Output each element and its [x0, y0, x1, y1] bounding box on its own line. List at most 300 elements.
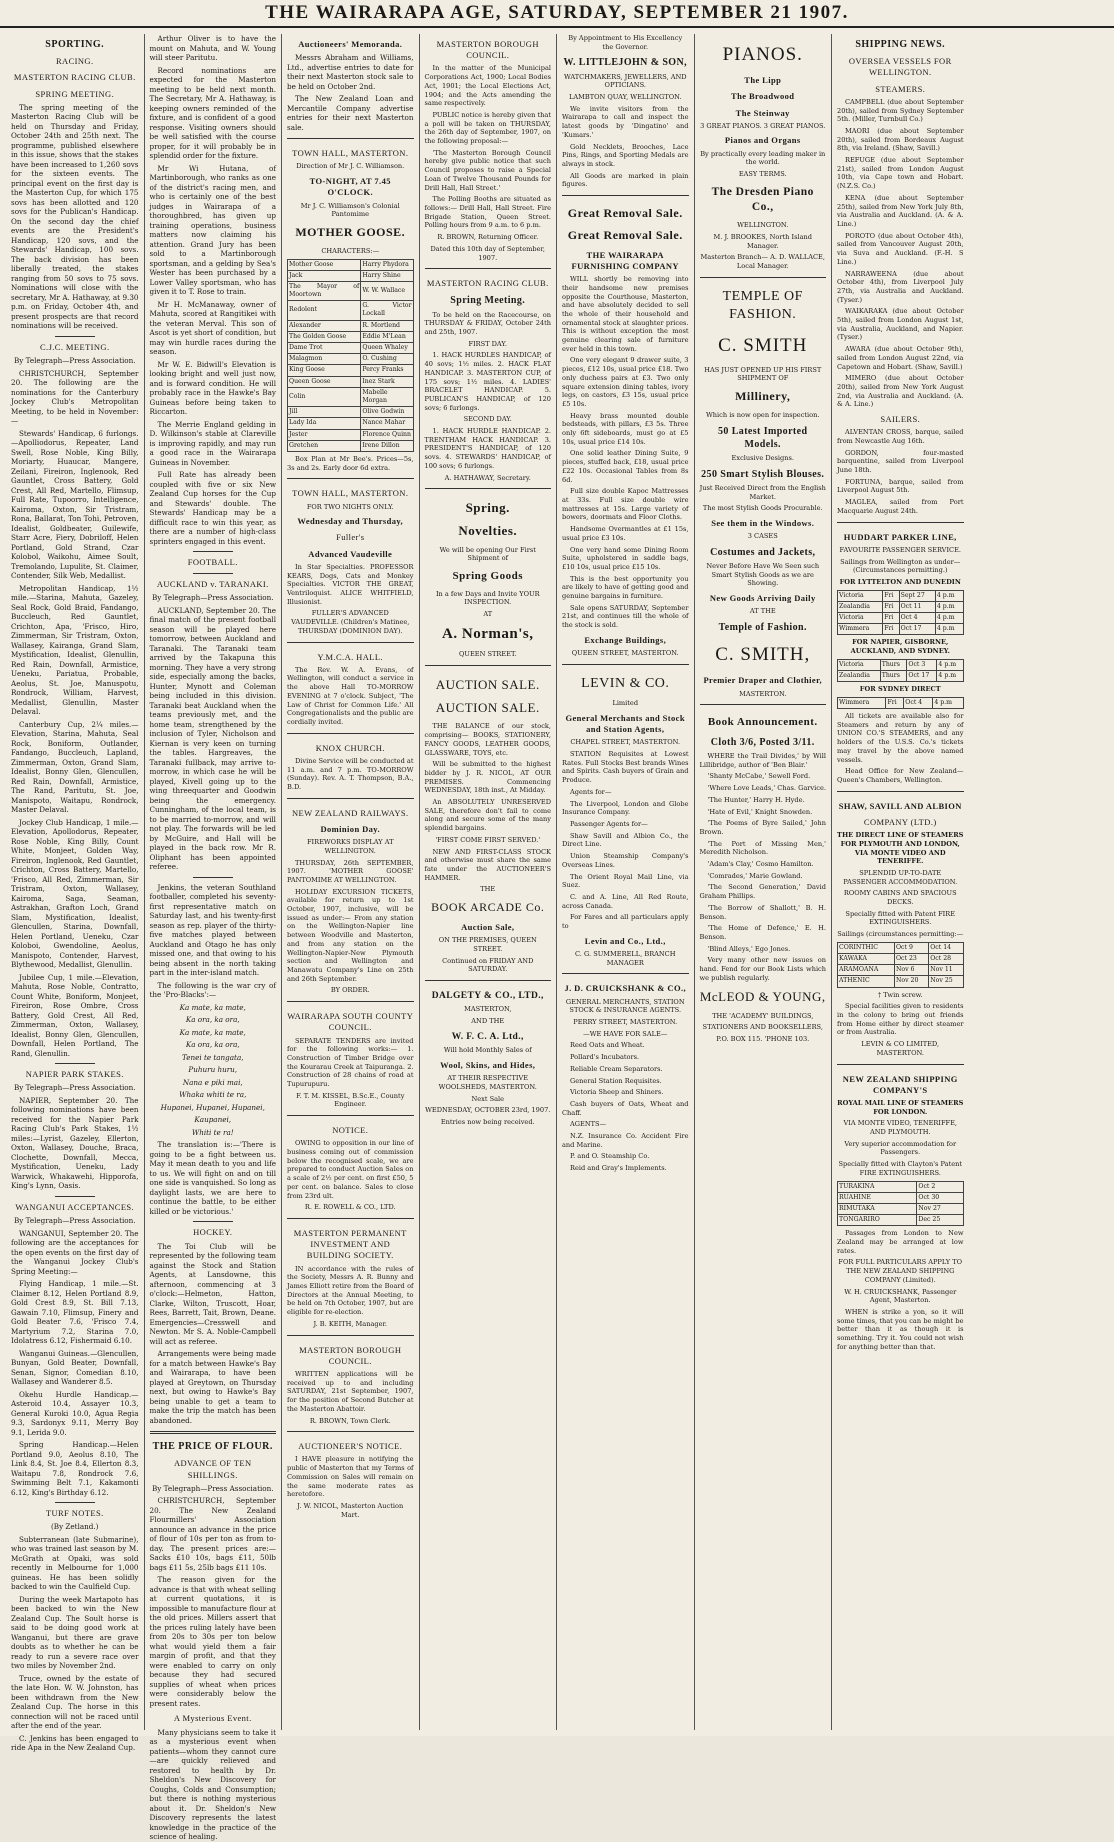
ad-line: R. BROWN, Town Clerk. [309, 1416, 391, 1425]
cast-row [288, 281, 414, 300]
ad-display: AUCTION SALE. [435, 700, 540, 716]
ad-heading: Costumes and Jackets, [710, 546, 816, 558]
ad-line: MASTERTON. [739, 689, 787, 698]
ad-line: We invite visitors from the Wairarapa to call and inspect the latest goods by 'Dingatino' and 'Kumars.' [562, 104, 689, 139]
schedule-row [838, 1181, 964, 1192]
advert-nz-shipping [837, 1064, 964, 1352]
flour-heading: THE PRICE OF FLOUR. [152, 1441, 273, 1453]
ad-line: Never Before Have We Seen such Smart Stylish Goods as we are Showing. [706, 562, 820, 588]
table-cell: R. Mortlend [361, 320, 413, 331]
ad-line: Head Office for New Zealand—Queen's Chambers, Wellington. [837, 767, 964, 784]
article-paragraph: Flying Handicap, 1 mile.—St. Claimer 8.12, Helen Portland 8.9, Gold Crest 8.9, St. Bill 7.13, Gawain 7.10, Flimsup, Finery and Gold Beater 7.6, 'Frisco 7.4, Martyrium 7.2, Starina 7.0, Idolatress 6.12, Fishermaid 6.10. [11, 1279, 139, 1345]
article-paragraph: Jockey Club Handicap, 1 mile.—Elevation, Apollodorus, Repeater, Rose Noble, King Billy, Count White, Monjeet, Golden Way, Fireiron, Inglenook, Red Gauntlet, Crichton, Cross Battery, Martello, 'Frisco, All Red, Zimmerman, Sir Tristram, Oxton, Wallasey, Kairoma, Saga, Seaman, Astrakhan, Grafton Loch, Grand Slam, Mystification, Idealist, Glencullen, Starina, Downfall, Helen Portland, Ueneku, Czar Koloboi, Gwendoline, Aeolus, Manispoto, Contender, Harvest, Blythewood, Medallist, Glenullin. [11, 817, 139, 970]
ad-line: SEPARATE TENDERS are invited for the following works:— 1. Construction of Timber Bridge over the Kourarau Creek at Taipuranga. 2. Construction of 28 chains of road at Tupurupuru. [287, 1036, 414, 1089]
table-cell: Florence Quinn [361, 429, 413, 440]
ad-line: 1. HACK HURDLE HANDICAP. 2. TRENTHAM HACK HANDICAP. 3. PRESIDENT'S HANDICAP, of 120 sovs. 4. STEWARDS' HANDICAP, of 100 sovs; 6 furlongs. [424, 427, 551, 470]
schedule-body [838, 659, 964, 681]
schedule-body [838, 942, 964, 987]
ad-line: C. G. SUMMERELL, BRANCH MANAGER [575, 949, 676, 967]
table-cell: Victoria [838, 590, 883, 601]
list-item: AWARA (due about October 9th), sailed from London August 22nd, via Capetown and Hobart. (Shaw, Savill.) [837, 345, 964, 371]
turf-heading: TURF NOTES. [45, 1508, 104, 1518]
ad-line: The Rev. W. A. Evans, of Wellington, will conduct a service in the above Hall TO-MORROW EVENING at 7 o'clock. Subject, 'The Law of Christ for Common Life.' All Congregationalists and the public are cordially invited. [287, 665, 414, 726]
advert-knox [287, 733, 414, 792]
article-paragraph: The spring meeting of the Masterton Racing Club will be held on Thursday and Friday, October 24th and 25th next. The programme, published elsewhere in this issue, shows that the stakes have been increased to 1,260 sovs for the sixteen events. The principal event on the first day is the Masterton Cup, for which 175 sovs has been allotted and 120 sovs for the Publican's Handicap. On the second day the chief events are the President's Handicap, 120 sovs, and the Stewards' Handicap, 100 sovs. The back division has been liberally treated, the stakes ranging from 50 sovs to 75 sovs. Nominations will close with the secretary, Mr A. Hathaway, at 9.30 p.m. on Friday, October 4th, and present prospects are that record nominations will be received. [11, 102, 139, 331]
ad-line: One solid leather Dining Suite, 9 pieces, stuffed back, £18, usual price £22 10s. Occasional Tables from 8s 6d. [562, 449, 689, 484]
cast-row [288, 407, 414, 418]
advert-books [700, 704, 827, 1043]
table-cell: G. Victor Lockall [361, 301, 413, 320]
ad-line: FAVOURITE PASSENGER SERVICE. [839, 545, 962, 554]
ad-line: W. H. CRUICKSHANK, Passenger Agent, Masterton. [844, 1287, 957, 1305]
list-item: MAGLEA, sailed from Port Macquarie August 24th. [837, 498, 964, 515]
byline: By Telegraph—Press Association. [13, 1083, 136, 1093]
ad-line: BY ORDER. [330, 986, 370, 995]
table-cell: 4 p.m [935, 613, 963, 624]
table-cell: 4 p.m [935, 590, 963, 601]
ad-line: Exclusive Designs. [731, 453, 794, 462]
column-merchants [556, 34, 694, 1730]
schedule-row [838, 613, 964, 624]
list-item: 'The Hunter,' Harry H. Hyde. [707, 795, 805, 804]
table-cell: Oct 9 [894, 942, 928, 953]
ad-display: Spring. [465, 500, 510, 516]
ad-heading: Spring Meeting. [450, 295, 526, 307]
article-paragraph: Stewards' Handicap, 6 furlongs.—Apolliodorus, Repeater, Land Swell, Rose Noble, King Billy, Moriarty, Huaucar, Mangere, Zeilani, Fireiron, Inglenook, Red Gauntlet, Cross Battery, Gold Crest, All Red, Martello, Flimsup, Full Rate, Tupoorro, Intelligence, Kairoma, Oxton, Sir Tristram, Rona, Ballarat, Ton Tohi, Petroven, Idealist, Goldbeater, Guilewife, Starr Acre, Fiery, Dobriloff, Helen Portland, Gold Strand, Czar Kolobol, Waikohu, Aimee Soult, Tremolando, Lupulite, St. Claimer, Contender, Silk Web, Medallist. [11, 428, 139, 581]
table-cell: The Mayor of Moortown [288, 281, 361, 300]
table-cell: Jack [288, 270, 361, 281]
chant-line: Tenei te tangata, [181, 1052, 244, 1062]
ad-line: HAS JUST OPENED UP HIS FIRST SHIPMENT OF [704, 365, 822, 383]
ad-heading: TOWN HALL, MASTERTON. [292, 488, 409, 499]
ad-heading: KNOX CHURCH. [315, 742, 385, 753]
cast-row [288, 331, 414, 342]
ad-line: In Star Specialties. PROFESSOR KEARS, Dogs, Cats and Monkey Specialties. VICTOR THE GREAT, Ventriloquist. ALICE WHITFIELD, Illusionist. [287, 562, 414, 606]
list-item: The Orient Royal Mail Line, via Suez. [562, 872, 689, 890]
table-cell: Dame Trot [288, 343, 361, 354]
ad-heading: WAIRARAPA SOUTH COUNTY COUNCIL. [287, 1011, 414, 1033]
advance-heading: ADVANCE OF TEN SHILLINGS. [173, 1458, 252, 1480]
column-sporting [6, 34, 144, 1753]
list-item: 'The Second Generation,' David Graham Phillips. [699, 883, 826, 901]
ad-heading: MASTERTON BOROUGH COUNCIL. [299, 1344, 402, 1366]
ad-heading: Exchange Buildings, [584, 634, 667, 645]
advert-norman [425, 488, 552, 659]
table-cell: Dec 25 [917, 1215, 963, 1226]
list-item: Reliable Cream Separators. [570, 1064, 663, 1073]
ad-line: M. J. BROOKES, North Island Manager. [713, 232, 812, 250]
table-cell: Harry Phydora [361, 259, 413, 270]
ad-line: WELLINGTON. [737, 221, 789, 230]
ad-heading: NOTICE. [332, 1125, 369, 1136]
article-paragraph: During the week Martapoto has been backed to win the New Zealand Cup. The Soult horse is said to be doing good work at Wanganui, but there are grave doubts as to whether he can be ready to run a severe race over two miles by November 2nd. [11, 1594, 139, 1671]
cast-row [288, 343, 414, 354]
table-cell: Harry Shine [361, 270, 413, 281]
ad-line: Just Received Direct from the English Market. [699, 483, 826, 501]
ad-heading: See them in the Windows. [711, 517, 815, 528]
ad-line: NEW AND FIRST-CLASS STOCK and otherwise must share the same fate under the AUCTIONEER'S HAMMER. [424, 847, 551, 882]
ad-line: R. E. ROWELL & CO., LTD. [304, 1203, 396, 1212]
article-paragraph: AUCKLAND, September 20. The final match of the present football season will be played here tomorrow, between Auckland and Taranaki. The Taranaki team arrived by the Takapuna this morning. They have a very strong side, especially among the backs, Hunter, Mynott and Coleman being included in this division. Taranaki beat Auckland when the teams previously met, and the home team, strengthened by the inclusion of Tyler, Nicholson and Kiernan is very keen on turning the tables. Hargreaves, the Taranaki fullback, may arrive to-morrow, in which case he will be played, Kivell going up to the wing threequarter and Goodwin being the emergency. Cunningham, of the local team, is to be married to-morrow, and will not play. The forwards will be led by McGuire, and Hall will be played in the back row. Mr R. Oliphant has been appointed referee. [149, 605, 276, 872]
list-item: 'Hate of Evil,' Knight Snowden. [707, 807, 813, 816]
ad-line: PUBLIC notice is hereby given that a poll will be taken on THURSDAY, the 26th day of September, 1907, on the following proposal:— [424, 110, 551, 146]
table-cell: Victoria [838, 613, 883, 624]
article-paragraph: CHRISTCHURCH, September 20. The following are the nominations for the Canterbury Jockey Club's Metropolitan Meeting, to be held in November:— [11, 368, 139, 426]
schedule-row [838, 624, 964, 635]
ad-line: † Twin screw. [877, 990, 923, 999]
list-item: Victoria Sheep and Shiners. [570, 1088, 664, 1097]
article-paragraph: Subterranean (late Submarine), who was trained last season by M. McGrath at Opaki, was sold recently in Melbourne for 1,000 guineas. He has been solidly backed to win the Caulfield Cup. [11, 1534, 139, 1592]
list-item: Reed Oats and Wheat. [570, 1041, 645, 1050]
ad-line: FIREWORKS DISPLAY AT WELLINGTON. [306, 838, 394, 855]
article-paragraph: Mr H. McManaway, owner of Mahuta, scored at Rangitikei with the veteran Merval. This son of Ascot is yet short of condition, but may win hurdle races during the season. [149, 299, 276, 356]
ad-line: AGENTS— [570, 1120, 607, 1129]
list-item: MAORI (due about September 20th), sailed from Bordeaux August 8th, via Ireland. (Shaw, Savill.) [837, 126, 964, 153]
schedule-body [838, 1181, 964, 1226]
auctioneers-heading: Auctioneers' Memoranda. [298, 39, 403, 49]
article-paragraph: The Toi Club will be represented by the following team against the Stock and Station Agents, at Lansdowne, this afternoon, commencing at 3 o'clock:—Helmeton, Hatton, Clarke, Wilton, Truscott, Hoar, Rees, Barrett, Tait, Brown, Deane. Emergencies—Cresswell and Newton. Mr S. A. Noble-Campbell will act as referee. [149, 1241, 276, 1346]
ad-line: QUEEN STREET. [459, 650, 517, 659]
advert-shaw-savill [837, 791, 964, 1058]
article-paragraph: Full Rate has already been coupled with five or six New Zealand Cup horses for the Cup and Stewards' double. The Stewards' Handicap may be a difficult race to win this year, as there are a number of high-class sprinters engaged in this event. [149, 470, 276, 546]
table-cell: Oct 4 [904, 697, 933, 708]
hockey-heading: HOCKEY. [193, 1227, 233, 1238]
ad-line: Dated this 10th day of September, 1907. [430, 244, 546, 262]
article-paragraph: Mr Wi Hutana, of Martinborough, who ranks as one of the district's racing men, and who is certainly one of the best judges in Wairarapa of a thoroughbred, has given up training operations, business matters now claiming his attention. Grand Jury has been sold to a Martinborough sportsman, and a gelding by Sea's Wester has been purchased by a Lower Valley sportsman, who has given it to T. Rose to train. [149, 163, 276, 296]
article-paragraph: The reason given for the advance is that with wheat selling at current quotations, it is impossible to manufacture flour at the old prices. Millers assert that the prices ruling lately have been from 20s to 30s per ton below what would yield them a fair margin of profit, and that they were enabled to carry on only because they had secured supplies of wheat when prices were considerably below the present rates. [149, 1575, 276, 1708]
ad-heading: Premier Draper and Clothier, [703, 675, 823, 686]
article-paragraph: The New Zealand Loan and Mercantile Company advertise entries for their next Masterton sale. [287, 94, 414, 132]
ad-line: STATION Requisites at Lowest Rates. Full Stocks Best brands Wines and Spirits. Cash buyers of Grain and Produce. [562, 750, 689, 785]
ad-line: 'FIRST COME FIRST SERVED.' [435, 835, 541, 844]
ad-display: BOOK ARCADE Co. [431, 900, 545, 915]
cast-row [288, 387, 414, 406]
columns [6, 34, 1106, 1841]
article-paragraph: Record nominations are expected for the Masterton meeting to be held next month. The Secretary, Mr A. Hathaway, is keeping owners reminded of the fixture, and is confident of a good response. Visiting owners should be well satisfied with the course proper, for it will probably be in splendid order for the fixture. [149, 65, 276, 160]
ad-heading: Dominion Day. [320, 823, 381, 834]
ad-line: THURSDAY, 26th SEPTEMBER, 1907. 'MOTHER GOOSE' PANTOMIME AT WELLINGTON. [287, 858, 414, 884]
ad-heading: Advanced Vaudeville [308, 548, 393, 559]
article-paragraph: Wanganui Guineas.—Glencullen, Bunyan, Gold Beater, Downfall, Senan, Signor, Comedian 8.10, Wallasey and Wanderer 8.5. [11, 1348, 139, 1386]
table-cell: Oct 11 [899, 601, 935, 612]
ad-line: ROYAL MAIL LINE OF STEAMERS FOR LONDON. [837, 1098, 964, 1116]
ad-line: By Appointment to His Excellency the Governor. [568, 34, 683, 51]
ad-line: Full size double Kapoc Mattresses at 33s. Full size double wire mattresses at 15s. Large variety of bowers, doormats and Floor Cloths. [562, 487, 689, 522]
ad-line: All Goods are marked in plain figures. [562, 171, 689, 189]
section-heading-shipping: SHIPPING NEWS. [855, 39, 946, 50]
ad-heading: New Goods Arriving Daily [709, 593, 816, 604]
ad-line: FOR TWO NIGHTS ONLY. [306, 502, 394, 511]
article-paragraph: The translation is:—'There is going to be a fight between us. May it mean death to you and life to us. We will fight on and on till one side is vanquished. So long as daylight lasts, we are here to continue the battle, to be either killed or be victorious.' [149, 1140, 276, 1216]
table-cell: TURAKINA [838, 1181, 917, 1192]
article-paragraph: Metropolitan Handicap, 1½ mile.—Starina, Mahuta, Gazeley, Seal Rock, Gold Braid, Fandango, Buccleuch, Red Gauntlet, Crichton, Apa, 'Frisco, Hiro, Zimmerman, Sir Tristram, Oxton, Wallasey, Kairanga, Grand Slam, Mystification, Idealist, Glenullin, Red Rain, Downfall, Armistice, Ueneku, Pariatua, Probable, Aeolus, St. Joe, Manuspotu, Rondrock, William, Harvest, Medallist, Glenullin, Master Delaval. [11, 583, 139, 717]
ad-heading: General Merchants and Stock and Station Agents, [565, 712, 685, 735]
table-cell: Fri [883, 624, 899, 635]
table-cell: Inez Stark [361, 376, 413, 387]
list-item: Reid and Gray's Implements. [570, 1164, 667, 1173]
cast-row [288, 418, 414, 429]
ad-line: SECOND DAY. [463, 415, 512, 424]
ad-line: PERRY STREET, MASTERTON. [573, 1017, 678, 1026]
divider [55, 1063, 95, 1064]
cast-table [287, 259, 414, 452]
ad-line: J. B. KEITH, Manager. [313, 1319, 388, 1328]
ad-heading: Pianos and Organs [724, 135, 801, 146]
list-item: 'Blind Alleys,' Ego Jones. [707, 944, 791, 953]
section-heading-sporting: SPORTING. [45, 39, 105, 50]
table-cell: Oct 4 [899, 613, 935, 624]
ad-line: WATCHMAKERS, JEWELLERS, AND OPTICIANS. [563, 72, 687, 90]
table-cell: O. Cushing [361, 354, 413, 365]
advert-huddart [837, 522, 964, 785]
pantomime-title: MOTHER GOOSE. [295, 224, 406, 239]
divider [55, 1196, 95, 1197]
schedule-row [838, 590, 964, 601]
ad-line: Will be submitted to the highest bidder by J. R. NICOL, AT OUR PREMISES. Commencing WEDNESDAY, 18th inst., At Midday. [424, 760, 551, 795]
byline: (By Zetland.) [51, 1522, 99, 1532]
cast-row [288, 429, 414, 440]
ad-line: ON THE PREMISES, QUEEN STREET. [438, 936, 537, 953]
ad-line: THE [480, 885, 496, 894]
byline: By Telegraph—Press Association. [151, 593, 274, 603]
ad-display: AUCTION SALE. [435, 677, 540, 693]
table-cell: 4 p.m [937, 670, 963, 681]
ad-line: 3 CASES [747, 532, 778, 541]
ad-line: 3 GREAT PIANOS. 3 GREAT PIANOS. [700, 121, 826, 130]
list-item: POROTO (due about October 4th), sailed from Vancouver August 20th, via Suva and Auckland. (F.-H. S Line.) [837, 231, 964, 266]
table-cell: 4 p.m [933, 697, 963, 708]
table-cell: 4 p.m [935, 624, 963, 635]
table-cell: Percy Franks [361, 365, 413, 376]
cast-row [288, 354, 414, 365]
advert-investment [287, 1218, 414, 1329]
advert-temple [700, 277, 827, 699]
table-cell: Oct 30 [917, 1192, 963, 1203]
ad-line: The Polling Booths are situated as follows:— Drill Hall, Hall Street. Fire Brigade Station, Queen Street. Polling hours from 9 a.m. to 6 p.m. [424, 195, 551, 230]
chant-line: Whiti te ra! [191, 1127, 234, 1137]
football-heading: FOOTBALL. [187, 557, 238, 567]
list-item: 'Shanty McCabe,' Sewell Ford. [707, 772, 811, 781]
sailing-schedule [837, 1181, 964, 1227]
ad-heading: MASTERTON RACING CLUB. [426, 278, 549, 289]
club-heading: MASTERTON RACING CLUB. [13, 72, 136, 83]
ad-line: Agents for— [570, 787, 612, 796]
ad-display: LEVIN & CO. [581, 675, 670, 691]
divider [55, 336, 95, 337]
ad-line: All tickets are available also for Steamers and return by any of UNION CO.'S STEAMERS, and any holders of the U.S.S. Co.'s tickets may travel by the above named vessels. [837, 712, 964, 764]
schedule-row [838, 1203, 964, 1214]
table-cell: Oct 23 [894, 954, 928, 965]
table-cell: Fri [883, 601, 899, 612]
ad-line: IN accordance with the rules of the Society, Messrs A. R. Bunny and James Elliott retire from the Board of Directors at the Annual Meeting, to be held on 7th October, 1907, but are eligible for re-election. [287, 1264, 414, 1317]
ad-line: P.O. BOX 115. 'PHONE 103. [716, 1035, 810, 1044]
table-cell: Oct 2 [917, 1181, 963, 1192]
table-cell: The Golden Goose [288, 331, 361, 342]
ad-line: One very hand some Dining Room Suite, upholstered in saddle bags, £10 10s, usual price £15 10s. [562, 545, 689, 571]
schedule-row [838, 954, 964, 965]
table-cell: Fri [886, 697, 904, 708]
match-heading: AUCKLAND v. TARANAKI. [156, 579, 269, 590]
ad-heading: COMPANY (LTD.) [863, 816, 937, 827]
list-item: ALVENTAN CROSS, barque, sailed from Newcastle Aug 16th. [837, 428, 964, 445]
table-cell: Thurs [880, 659, 907, 670]
advert-notice [287, 1115, 414, 1212]
cast-row [288, 320, 414, 331]
article-paragraph: Mr W. E. Bidwill's Elevation is looking bright and well just now, and is forward condition. He will probably race in the Hawke's Bay Guineas before being taken to Riccarton. [149, 359, 276, 416]
ad-line: Very superior accommodation for Passengers. [844, 1139, 957, 1157]
table-cell: Redolent [288, 301, 361, 320]
article-paragraph: Arrangements were being made for a match between Hawke's Bay and Wairarapa, to have been played at Greytown, on Thursday next, but owing to Hawke's Bay being unable to get a team to make the trip the match has been abandoned. [149, 1349, 276, 1425]
schedule-row [838, 697, 964, 708]
article-paragraph: Canterbury Cup, 2¼ miles.—Elevation, Starina, Mahuta, Seal Rock, Boniform, Outlander, Fandango, Buccleuch, Lapland, Zimmerman, Oxton, Grand Slam, Idealist, Bonny Glen, Glencullen, Red Rain, Downfall, Armistice, The Rand, Paritutu, St. Joe, Manispoto, Waitapu, Rondrock, Master Delaval. [11, 719, 139, 815]
chant-line: Ka ora, ka ora, [185, 1015, 240, 1025]
table-cell: Wimmera [838, 624, 883, 635]
list-item: NARRAWEENA (due about October 4th), from Liverpool July 27th, via Australia and Auckland. (Tyser.) [837, 269, 964, 304]
list-item: GORDON, four-masted barquentine, sailed from Liverpool June 18th. [837, 448, 964, 475]
column-shipping [831, 34, 969, 1730]
ad-heading: Y.M.C.A. HALL. [317, 651, 383, 662]
ad-display: TEMPLE OF FASHION. [722, 288, 803, 323]
article-paragraph: CHRISTCHURCH, September 20. The New Zealand Flourmillers' Association announce an advance in the price of flour of 10s per ton as from to-day. The present prices are:—Sacks £10 10s, bags £11, 50lb bags £11 5s, 25lb bags £11 10s. [149, 1496, 276, 1572]
table-cell: W. W. Wallace [361, 281, 413, 300]
schedule-body [838, 590, 964, 635]
ad-display: Book Announcement. [707, 716, 818, 729]
table-cell: Nov 20 [894, 976, 928, 987]
article-paragraph: The Merrie England gelding in D. Wilkinson's stable at Clareville is improving rapidly, and may run a good race in the Wairarapa Guineas in November. [149, 419, 276, 467]
ad-heading: Cloth 3/6, Posted 3/11. [710, 736, 815, 748]
ad-line: Handsome Overmantles at £1 15s, usual price £3 10s. [562, 525, 689, 542]
ad-line: AT THE [749, 607, 776, 616]
ad-line: Heavy brass mounted double bedsteads, with pillars, £3 5s. Three only 6ft sideboards, must go at £5 10s, usual price £14 10s. [562, 411, 689, 446]
article-paragraph: Messrs Abraham and Williams, Ltd., advertise entries to date for their next Masterton stock sale to be held on October 2nd. [287, 53, 414, 91]
table-cell: King Goose [288, 365, 361, 376]
ad-line: FOR NAPIER, GISBORNE, AUCKLAND, AND SYDNEY. [850, 638, 950, 656]
ad-heading: Levin and Co., Ltd., [584, 935, 666, 946]
table-cell: Nov 25 [929, 976, 963, 987]
table-cell: Nov 11 [929, 965, 963, 976]
schedule-body [838, 697, 964, 708]
table-cell: Sept 27 [899, 590, 935, 601]
ad-line: STATIONERS AND BOOKSELLERS, [702, 1023, 823, 1032]
advert-racing-club [425, 268, 552, 482]
advert-town-hall [287, 138, 414, 472]
cast-row [288, 376, 414, 387]
cast-row [288, 270, 414, 281]
ad-display: Great Removal Sale. [567, 206, 683, 221]
advert-railways [287, 798, 414, 995]
ad-line: R. BROWN, Returning Officer. [437, 233, 539, 242]
ad-line: One very elegant 9 drawer suite, 3 pieces, £12 10s, usual price £18. Two only duchess pairs at £3. Two only square extension dining tables, ivory legs, on castors, £3 15s, usual price £5 10s. [562, 356, 689, 408]
table-cell: Nance Mahar [361, 418, 413, 429]
chant-line: Hupanei, Hupanei, Hupanei, [160, 1102, 265, 1112]
table-cell: Alexander [288, 320, 361, 331]
table-cell: Jill [288, 407, 361, 418]
ad-line: Special facilities given to residents in the colony to bring out friends from Home either by direct steamer or from Australia. [837, 1002, 964, 1037]
list-item: 'Where Love Leads,' Chas. Garvice. [707, 784, 826, 793]
ad-heading: NEW ZEALAND RAILWAYS. [291, 807, 409, 818]
ad-heading: Auction Sale, [461, 921, 515, 932]
ad-heading: DALGETY & CO., LTD., [431, 990, 544, 1001]
table-cell: TONGARIRO [838, 1215, 917, 1226]
ad-heading: SHAW, SAVILL AND ALBION [838, 800, 962, 811]
ad-line: Will hold Monthly Sales of [443, 1046, 532, 1055]
list-item: MIMERO (due about October 20th), sailed from New York August 2nd, via Australia and Auckland. (A. & A. Line.) [837, 374, 964, 409]
ad-line: By practically every leading maker in the world. [700, 149, 826, 167]
schedule-row [838, 976, 964, 987]
ad-heading: TOWN HALL, MASTERTON. [292, 148, 409, 159]
ad-line: AT [483, 609, 493, 618]
ad-line: WHERE the Trail Divides,' by Will Lillibridge, author of 'Ben Blair.' [699, 751, 826, 769]
divider [193, 1221, 233, 1222]
ad-line: FIRST DAY. [468, 339, 508, 348]
table-cell: Mabelle Morgan [361, 387, 413, 406]
ad-line: In a few Days and Invite YOUR INSPECTION. [435, 589, 540, 607]
ad-line: 'The Masterton Borough Council hereby give public notice that such Council proposes to raise a Special Loan of Twelve Thousand Pounds for Drill Hall, Hall Street.' [424, 148, 551, 192]
advert-cruickshank [562, 973, 689, 1172]
ad-line: SPLENDID UP-TO-DATE PASSENGER ACCOMMODATION. [843, 868, 958, 886]
table-cell: Gretchen [288, 440, 361, 451]
table-cell: Oct 28 [929, 954, 963, 965]
table-cell: Victoria [838, 659, 881, 670]
article-paragraph: Spring Handicap.—Helen Portland 9.0, Aeolus 8.10, The Link 8.4, St. Joe 8.4, Ellerton 8.3, Waitapu 7.8, Rondrock 7.6, Swimming Belt 7.1, Kakamonti 6.12, King's Birthday 6.12. [11, 1440, 139, 1497]
ad-line: Sailings from Wellington as under— (Circumstances permitting.) [840, 557, 961, 575]
list-item: Shaw Savill and Albion Co., the Direct Line. [562, 831, 689, 849]
table-cell: Oct 17 [907, 670, 937, 681]
ad-heading: Wool, Skins, and Hides, [440, 1060, 536, 1071]
sailing-schedule [837, 590, 964, 636]
ad-heading: THE WAIRARAPA FURNISHING COMPANY [571, 249, 679, 271]
ad-line: CHARACTERS:— [321, 246, 380, 255]
sailing-schedule [837, 697, 964, 709]
ad-display: Spring Goods [452, 569, 523, 582]
ad-line: To be held on the Racecourse, on THURSDAY & FRIDAY, October 24th and 25th, 1907. [424, 310, 551, 337]
ad-line: The most Stylish Goods Procurable. [702, 504, 823, 513]
ad-display: C. SMITH [718, 334, 808, 356]
list-item: CAMPBELL (due about September 20th), sailed from Sydney September 5th. (Miller, Turnbull Co.) [837, 97, 964, 124]
list-item: REFUGE (due about September 21st), sailed from London August 10th, via Cape town and Hobart. (N.Z.S. Co.) [837, 156, 964, 191]
schedule-row [838, 659, 964, 670]
article-paragraph: Jenkins, the veteran Southland footballer, completed his seventy-first representative match on Saturday last, and his twenty-first season as rep. player of the thirty-five matches played between Auckland and Otago he has only missed one, and that owing to his being absent in the north taking part in the inter-island match. [149, 882, 276, 978]
advert-county [287, 1001, 414, 1109]
ad-heading: SAILERS. [880, 414, 921, 425]
divider [193, 551, 233, 552]
brand-name: The Steinway [735, 107, 790, 118]
ad-line: Next Sale [471, 1094, 505, 1103]
ad-line: THE 'ACADEMY' BUILDINGS, [712, 1011, 814, 1020]
article-paragraph: Jubilee Cup, 1 mile.—Elevation, Mahuta, Rose Noble, Contratto, Count White, Boniform, Monjeet, Fireiron, Rose Ombre, Cross Battery, Gold Crest, All Red, Zimmerman, Oxton, Wallasey, Idealist, Bonny Glen, Glencullen, Downfall, Helen Portland, The Rand, Glenullin. [11, 972, 139, 1058]
ad-display: Great Removal Sale. [567, 227, 683, 242]
ad-line: Mr J. C. Williamson's Colonial Pantomime [300, 201, 400, 219]
cast-row [288, 259, 414, 270]
ad-heading: 250 Smart Stylish Blouses. [701, 468, 825, 480]
list-item: 'Adam's Clay,' Cosmo Hamilton. [707, 860, 814, 869]
table-cell: Fri [883, 613, 899, 624]
ad-line: Which is now open for inspection. [706, 410, 820, 419]
article-paragraph: Many physicians seem to take it as a mysterious event when patients—whom they cannot cure—are quickly relieved and restored to health by Dr. Sheldon's New Discovery for Coughs, Colds and Consumption; but there is nothing mysterious about it. Dr. Sheldon's New Discovery represents the latest knowledge in the practice of the science of healing. [149, 1727, 276, 1841]
schedule-row [838, 670, 964, 681]
article-paragraph: Arthur Oliver is to have the mount on Mahuta, and W. Young will steer Paritutu. [149, 34, 276, 62]
cast-row [288, 440, 414, 451]
ad-line: MASTERTON, [464, 1005, 512, 1014]
table-cell: Mother Goose [288, 259, 361, 270]
ad-line: This is the best opportunity you are likely to have of getting good and genuine bargains in furniture. [562, 574, 689, 601]
schedule-row [838, 965, 964, 976]
ad-line: THE DIRECT LINE OF STEAMERS FOR PLYMOUTH AND LONDON, VIA MONTE VIDEO AND TENERIFFE. [837, 831, 964, 866]
list-item: General Station Requisites. [570, 1076, 662, 1085]
ad-line: ROOMY CABINS AND SPACIOUS DECKS. [843, 889, 957, 907]
table-cell: Lady Ida [288, 418, 361, 429]
ad-line: WEDNESDAY, OCTOBER 23rd, 1907. [425, 1106, 551, 1115]
